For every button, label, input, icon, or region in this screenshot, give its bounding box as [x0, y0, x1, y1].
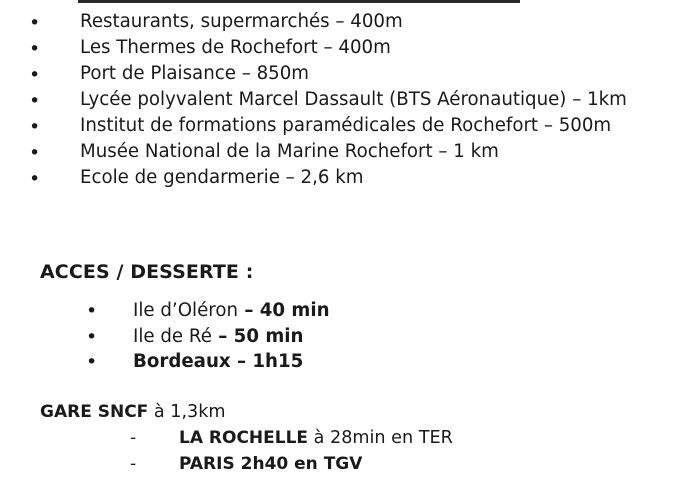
- top-divider: [78, 0, 520, 3]
- bullet-icon: •: [29, 90, 41, 112]
- list-item: [0, 87, 627, 113]
- list-item: [0, 349, 330, 375]
- list-item-text: Restaurants, supermarchés – 400m: [80, 11, 403, 32]
- train-info: à 28min en TER: [308, 428, 453, 448]
- train-list: [0, 425, 453, 477]
- list-item: [0, 61, 627, 87]
- bullet-icon: •: [29, 116, 41, 138]
- access-time: – 40 min: [238, 300, 330, 321]
- access-heading: ACCES / DESSERTE :: [40, 261, 254, 283]
- list-item: [0, 9, 627, 35]
- access-place: Ile de Ré: [133, 325, 212, 347]
- train-destination: LA ROCHELLE: [179, 428, 309, 448]
- dash-marker: -: [130, 428, 137, 448]
- proximity-list: [0, 9, 627, 191]
- list-item: [0, 451, 453, 477]
- list-item: [0, 324, 330, 350]
- train-destination: PARIS 2h40 en TGV: [179, 454, 363, 474]
- list-item-text: Ecole de gendarmerie – 2,6 km: [80, 167, 364, 188]
- access-list: [0, 298, 330, 375]
- list-item-text: Institut de formations paramédicales de Rochefort – 500m: [80, 115, 612, 136]
- access-time: – 50 min: [211, 325, 304, 347]
- access-place: Ile d’Oléron: [133, 300, 239, 321]
- bullet-icon: •: [29, 38, 41, 60]
- list-item-text: Les Thermes de Rochefort – 400m: [80, 37, 391, 58]
- list-item: [0, 298, 330, 324]
- list-item: [0, 35, 627, 61]
- list-item: [0, 139, 627, 165]
- bullet-icon: •: [86, 325, 98, 348]
- bullet-icon: •: [29, 64, 41, 86]
- bullet-icon: •: [29, 168, 41, 190]
- station-distance: à 1,3km: [148, 402, 226, 422]
- list-item: [0, 425, 453, 451]
- bullet-icon: •: [86, 351, 98, 373]
- bullet-icon: •: [29, 12, 41, 34]
- dash-marker: -: [130, 454, 137, 474]
- station-line: [40, 399, 226, 425]
- access-place: Bordeaux – 1h15: [133, 351, 304, 372]
- bullet-icon: •: [86, 300, 98, 322]
- list-item: [0, 113, 627, 139]
- list-item-text: Musée National de la Marine Rochefort – 1 km: [80, 141, 499, 162]
- station-label: GARE SNCF: [40, 402, 149, 422]
- list-item: [0, 165, 627, 191]
- list-item-text: Lycée polyvalent Marcel Dassault (BTS Aéronautique) – 1km: [80, 89, 627, 110]
- list-item-text: Port de Plaisance – 850m: [80, 63, 309, 84]
- bullet-icon: •: [29, 142, 41, 164]
